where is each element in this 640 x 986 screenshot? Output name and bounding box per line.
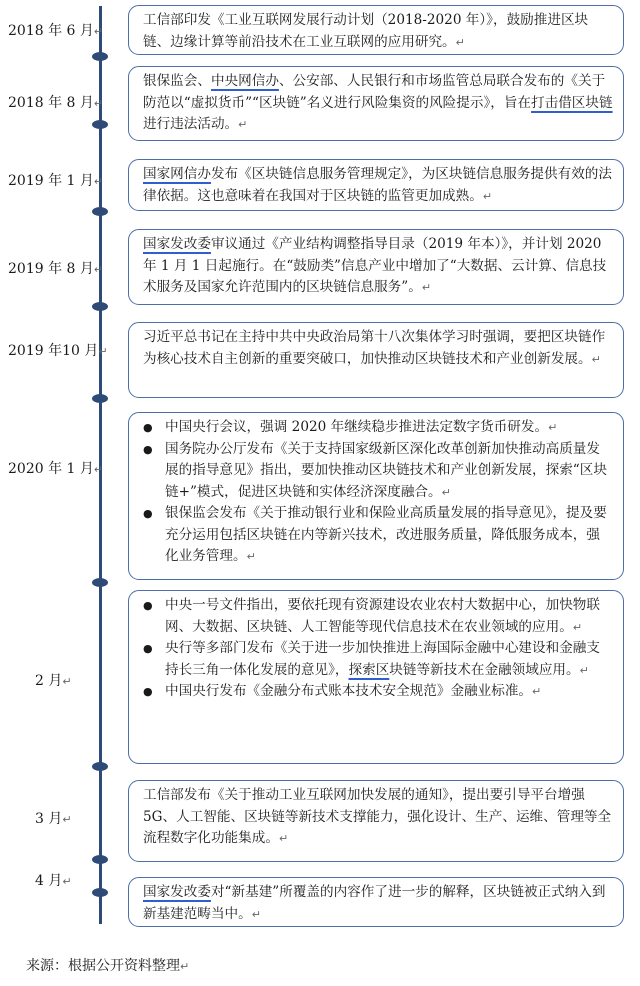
text-segment: 中央一号文件指出，要依托现有资源建设农业农村大数据中心，加快物联网、大数据、区块链、人工智能等现代信息技术在农业领域的应用。 <box>165 597 600 635</box>
paragraph-mark: ↵ <box>441 485 451 499</box>
paragraph-mark: ↵ <box>62 813 72 826</box>
event-box <box>128 322 624 398</box>
text-segment: 进行违法活动。 <box>143 116 239 132</box>
event-date <box>8 342 108 361</box>
event-bullet <box>143 681 613 703</box>
text-segment: 发布《区块链信息服务管理规定》，为区块链信息服务提供有效的法律依据。这也意味着在我国对于区块链的监管更加成熟。 <box>143 166 612 204</box>
event-date <box>8 460 103 479</box>
underlined-term: 国家发改委 <box>143 884 211 900</box>
timeline-dot <box>92 855 108 864</box>
paragraph-mark: ↵ <box>93 175 104 188</box>
event-box <box>128 780 624 862</box>
paragraph-mark: ↵ <box>579 663 589 677</box>
event-date-text: 2019 年10 月 <box>8 343 99 359</box>
text-segment: 工信部发布《关于推动工业互联网加快发展的通知》，提出要引导平台增强 5G、人工智能、区块链等新技术支撑能力，强化设计、生产、运维、管理等全流程数字化功能集成。 <box>143 787 612 846</box>
paragraph-mark: ↵ <box>238 118 248 131</box>
paragraph-mark: ↵ <box>62 875 72 888</box>
text-segment: 块链等新技术在金融领域应用。 <box>389 661 580 678</box>
event-date <box>35 810 72 829</box>
paragraph-mark: ↵ <box>93 97 104 110</box>
timeline-dot <box>92 52 108 61</box>
text-segment: 银保监会发布《关于推动银行业和保险业高质量发展的指导意见》，提及要充分运用包括区块链在内等新兴技术，改进服务质量，降低服务成本，强化业务管理。 <box>165 505 607 564</box>
event-date-text: 2018 年 6 月 <box>8 23 94 39</box>
event-text <box>143 882 613 925</box>
paragraph-mark: ↵ <box>278 832 289 845</box>
underlined-term: 国家网信办 <box>143 166 211 182</box>
paragraph-mark: ↵ <box>251 907 261 921</box>
underlined-term: 中央网信办 <box>210 73 279 89</box>
text-segment: 习近平总书记在主持中共中央政治局第十八次集体学习时强调，要把区块链作为核心技术自主创新的重要突破口，加快推动区块链技术和产业创新发展。 <box>143 329 606 367</box>
event-date <box>35 672 72 691</box>
underlined-term: 探索区 <box>348 661 390 678</box>
text-segment: 国务院办公厅发布《关于支持国家级新区深化改革创新加快推动高质量发展的指导意见》指出，要加快推动区块链技术和产业创新发展，探索“区块链+”模式，促进区块链和实体经济深度融合。 <box>165 440 607 500</box>
event-date <box>8 172 103 191</box>
text-segment: 央行等多部门发布《关于进一步加快推进上海国际金融中心建设和金融支持长三角一体化发展的意见》， <box>165 640 600 678</box>
event-box <box>128 5 624 55</box>
event-text <box>143 234 613 299</box>
text-segment: 中国央行发布《金融分布式账本技术安全规范》金融业标准。 <box>165 683 533 699</box>
timeline-dot <box>92 394 108 403</box>
paragraph-mark: ↵ <box>93 463 104 476</box>
event-date <box>8 260 103 279</box>
underlined-term: 打击借区块链 <box>531 94 613 111</box>
timeline-dot <box>92 120 108 129</box>
paragraph-mark: ↵ <box>482 189 493 203</box>
event-box <box>128 877 624 927</box>
paragraph-mark: ↵ <box>93 263 104 276</box>
underlined-term: 国家发改委 <box>143 236 211 252</box>
paragraph-mark: ↵ <box>93 25 104 38</box>
event-text <box>143 71 613 136</box>
text-segment: 审议通过《产业结构调整指导目录（2019 年本）》，并计划 2020 年 1 月 1 日起施行。在“鼓励类”信息产业中增加了“大数据、云计算、信息技术服务及国家允许范围内的区块链信息服务”。 <box>143 236 607 295</box>
event-box <box>128 229 624 305</box>
event-date <box>8 22 103 41</box>
paragraph-mark: ↵ <box>548 421 558 434</box>
paragraph-mark: ↵ <box>98 345 108 358</box>
event-box <box>128 590 624 764</box>
event-bullet <box>143 439 613 504</box>
source-note: 来源：根据公开资料整理↵ <box>26 958 190 974</box>
timeline-dot <box>92 762 108 771</box>
event-date-text: 2019 年 8 月 <box>8 261 94 277</box>
event-date-text: 2020 年 1 月 <box>8 461 94 477</box>
text-segment: 、公安部、人民银行和市场监管总局联合发布的《关于防范以“虚拟货币”“区块链”名义进行风险集资的风险提示》，旨在 <box>143 73 606 111</box>
event-bullet <box>143 638 613 681</box>
paragraph-mark: ↵ <box>62 675 72 688</box>
event-bullet <box>143 595 613 638</box>
paragraph-mark: ↵ <box>532 685 542 698</box>
event-text <box>143 327 613 370</box>
event-text <box>143 785 613 850</box>
paragraph-mark: ↵ <box>455 35 465 49</box>
event-text <box>143 164 613 207</box>
event-date-text: 4 月 <box>35 873 63 889</box>
paragraph-mark: ↵ <box>572 620 583 634</box>
text-segment: 银保监会、 <box>143 73 211 89</box>
event-date <box>8 94 103 113</box>
timeline-dot <box>92 578 108 587</box>
event-box <box>128 412 624 580</box>
event-bullet <box>143 417 613 439</box>
event-date-text: 2 月 <box>35 673 63 689</box>
event-date-text: 3 月 <box>35 811 63 827</box>
timeline-dot <box>92 207 108 216</box>
event-date <box>35 872 72 891</box>
timeline-dot <box>92 888 108 897</box>
paragraph-mark: ↵ <box>246 550 256 563</box>
event-text <box>143 10 613 53</box>
event-box <box>128 66 624 141</box>
event-box <box>128 159 624 211</box>
event-date-text: 2019 年 1 月 <box>8 173 94 189</box>
text-segment: 工信部印发《工业互联网发展行动计划（2018-2020 年）》，鼓励推进区块链、边缘计算等前沿技术在工业互联网的应用研究。 <box>143 12 589 50</box>
event-bullet <box>143 503 613 568</box>
event-date-text: 2018 年 8 月 <box>8 95 94 111</box>
timeline-dot <box>92 302 108 311</box>
text-segment: 中国央行会议，强调 2020 年继续稳步推进法定数字货币研发。 <box>165 419 549 435</box>
paragraph-mark: ↵ <box>591 352 601 366</box>
paragraph-mark: ↵ <box>421 281 432 294</box>
text-segment: 对“新基建”所覆盖的内容作了进一步的解释，区块链被正式纳入到新基建范畴当中。 <box>143 884 606 922</box>
